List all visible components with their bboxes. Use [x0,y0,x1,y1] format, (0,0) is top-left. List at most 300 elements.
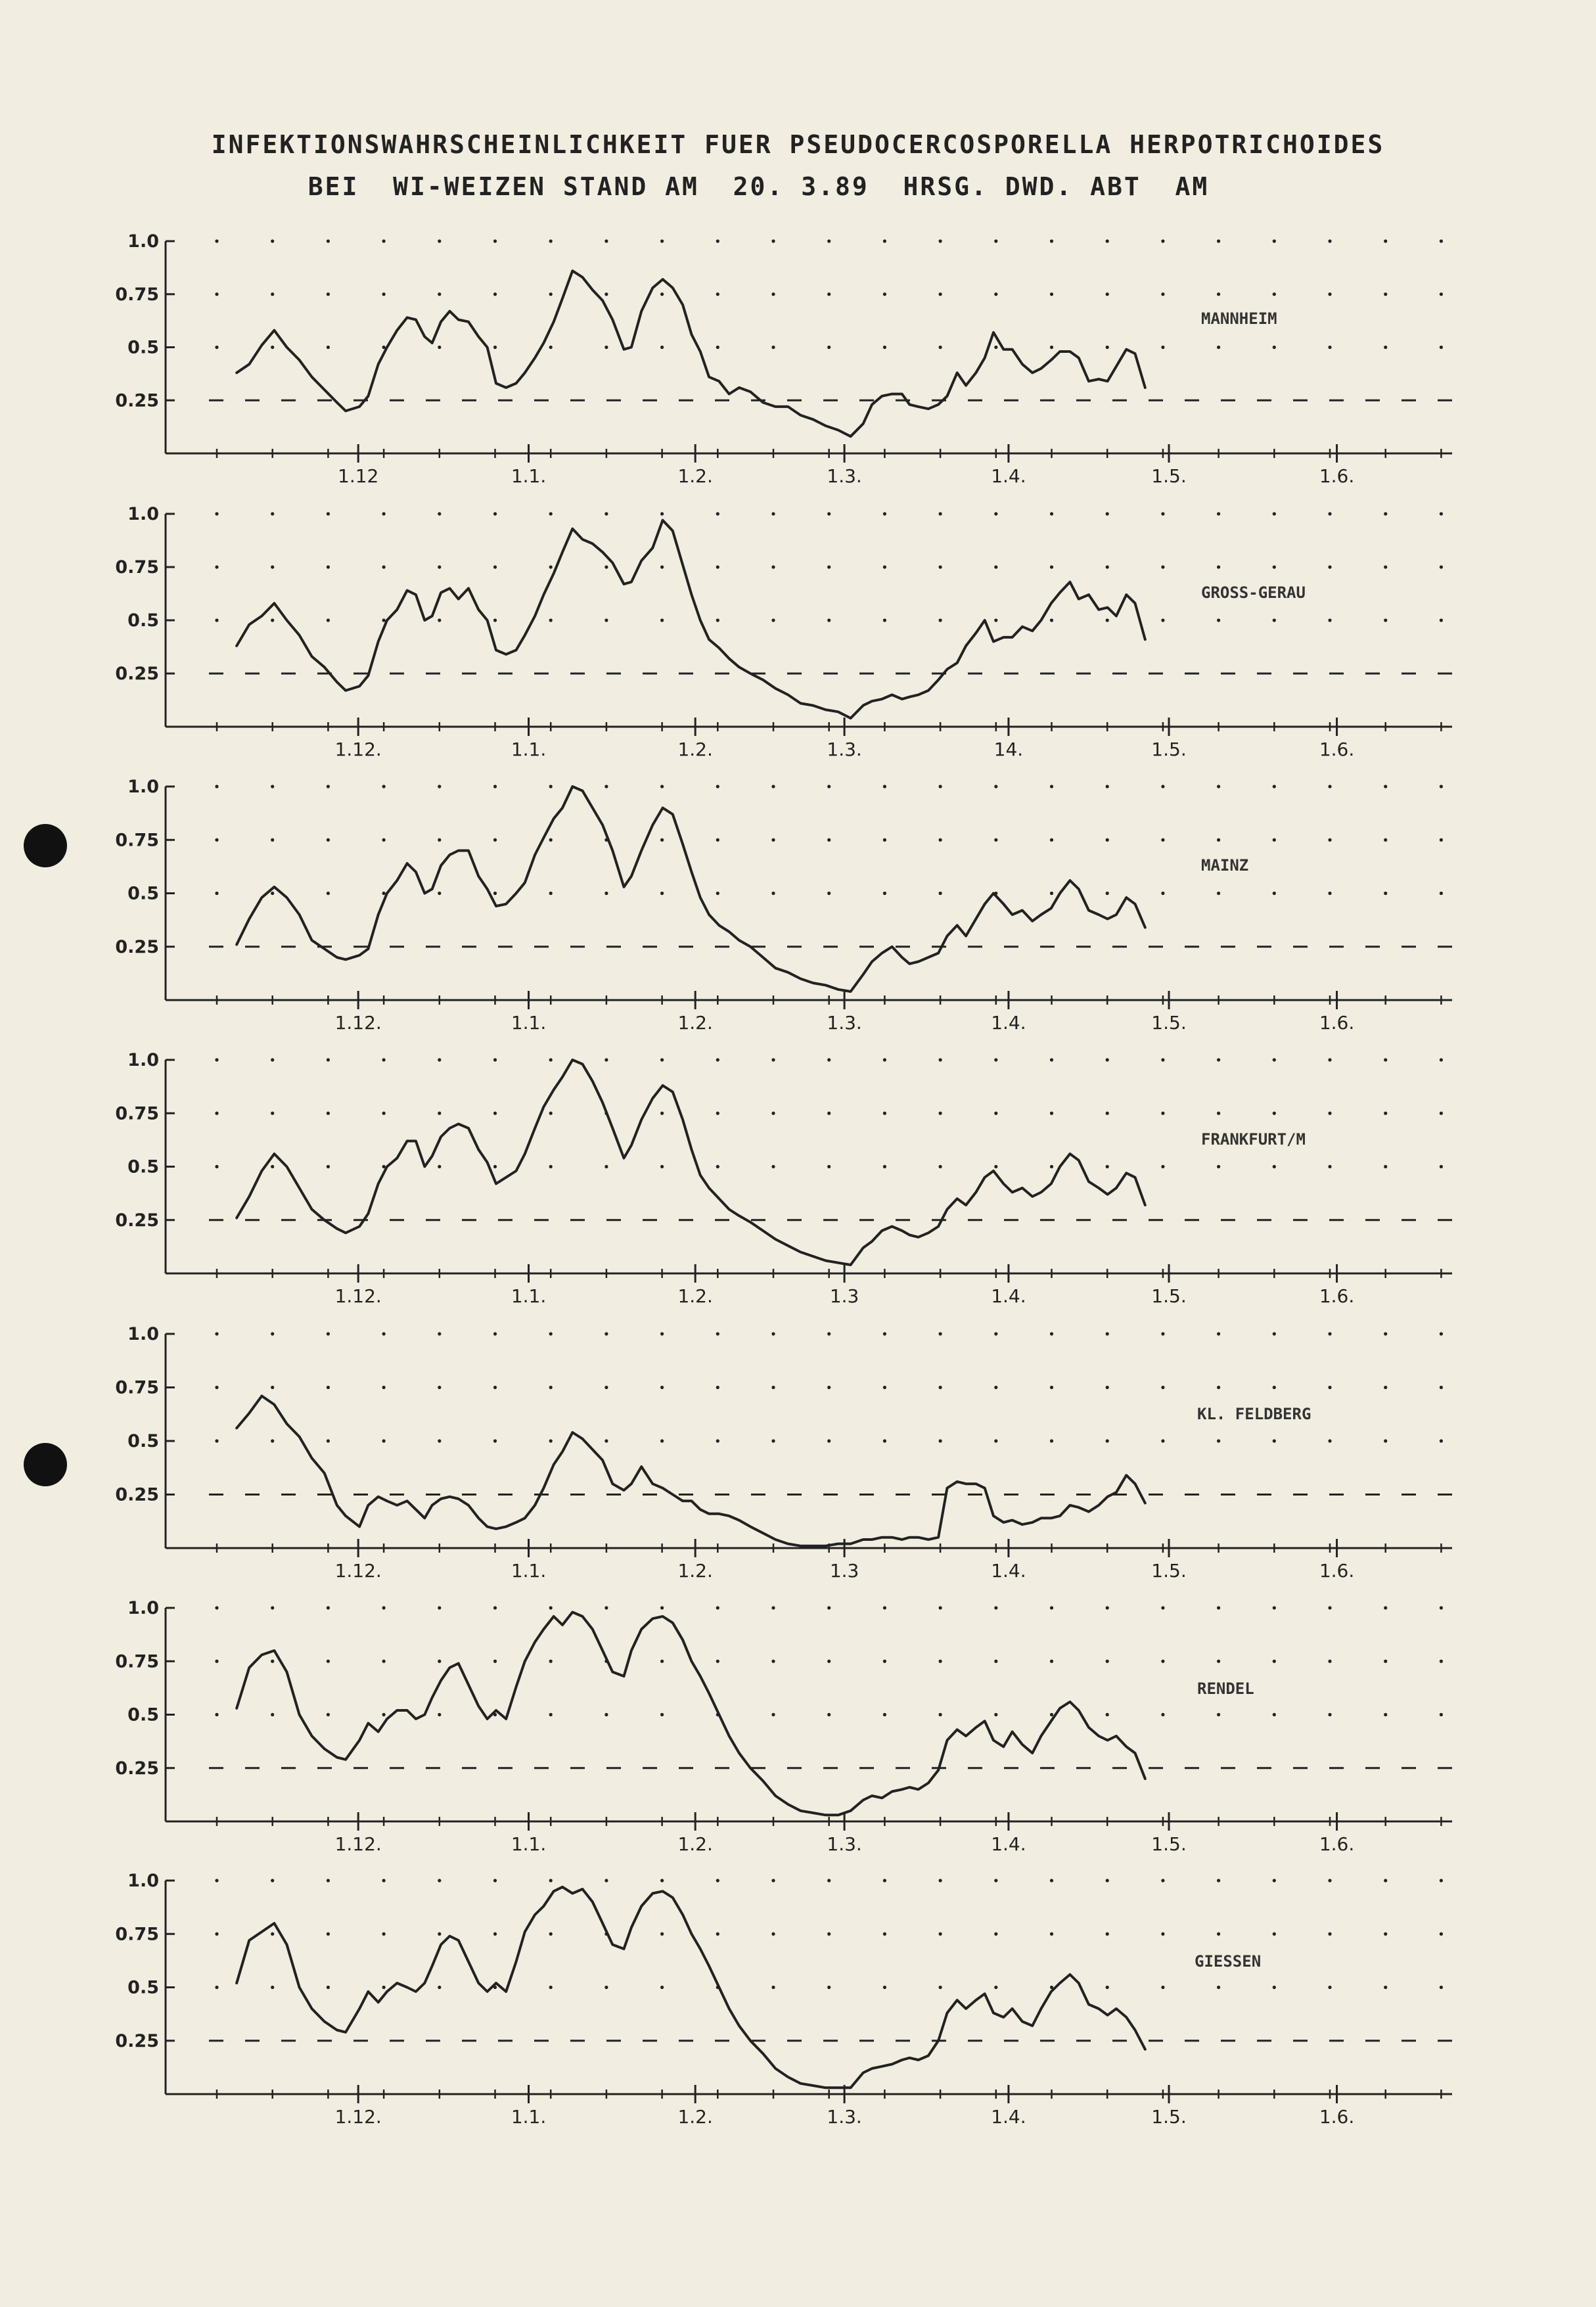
grid-dot [994,292,997,296]
grid-dot [1050,1879,1053,1882]
grid-dot [1273,1386,1276,1389]
grid-dot [1384,565,1387,568]
grid-dot [1384,1165,1387,1168]
x-tick-label: 1.12. [334,1285,382,1307]
grid-dot [1161,1606,1164,1609]
grid-dot [939,1932,942,1936]
grid-dot [271,1932,274,1936]
grid-dot [327,1386,330,1389]
grid-dot [382,565,386,568]
grid-dot [493,1112,497,1115]
station-label: MANNHEIM [1201,309,1277,328]
grid-dot [827,1165,831,1168]
grid-dot [1106,1439,1109,1442]
grid-dot [1161,1879,1164,1882]
grid-dot [1440,1606,1443,1609]
grid-dot [271,1386,274,1389]
grid-dot [1217,1439,1220,1442]
grid-dot [382,1932,386,1936]
grid-dot [939,239,942,242]
grid-dot [1217,292,1220,296]
grid-dot [1050,1332,1053,1335]
grid-dot [1217,1713,1220,1716]
grid-dot [1217,346,1220,349]
x-tick-label: 1.12 [338,465,379,487]
grid-dot [660,1165,664,1168]
grid-dot [438,1332,441,1335]
grid-dot [660,1932,664,1936]
grid-dot [1328,1986,1331,1989]
grid-dot [939,512,942,515]
grid-dot [1440,565,1443,568]
grid-dot [1106,1386,1109,1389]
grid-dot [994,239,997,242]
grid-dot [549,892,553,895]
grid-dot [660,892,664,895]
grid-dot [215,1332,218,1335]
grid-dot [438,1986,441,1989]
grid-dot [1217,1606,1220,1609]
grid-dot [1384,1112,1387,1115]
grid-dot [716,838,719,842]
grid-dot [1161,346,1164,349]
grid-dot [660,785,664,788]
grid-dot [1050,565,1053,568]
grid-dot [604,618,608,622]
grid-dot [549,1713,553,1716]
grid-dot [827,1932,831,1936]
grid-dot [716,565,719,568]
grid-dot [1273,1332,1276,1335]
grid-dot [382,1058,386,1061]
grid-dot [382,1439,386,1442]
grid-dot [1217,1112,1220,1115]
grid-dot [716,512,719,515]
grid-dot [549,1660,553,1663]
grid-dot [438,1606,441,1609]
grid-dot [1273,1058,1276,1061]
y-tick-label: 0.75 [115,1103,159,1124]
grid-dot [1106,565,1109,568]
grid-dot [215,618,218,622]
y-tick-label: 0.25 [115,1484,159,1505]
grid-dot [438,618,441,622]
grid-dot [327,292,330,296]
x-tick-label: 1.6. [1319,1012,1355,1034]
grid-dot [1161,1165,1164,1168]
y-tick-label: 0.75 [115,1377,159,1398]
x-tick-label: 1.2. [677,465,713,487]
grid-dot [1217,785,1220,788]
grid-dot [271,239,274,242]
x-tick-label: 1.6. [1319,1833,1355,1855]
grid-dot [660,838,664,842]
grid-dot [215,1932,218,1936]
grid-dot [549,346,553,349]
grid-dot [1440,1879,1443,1882]
grid-dot [1384,1332,1387,1335]
grid-dot [1273,1713,1276,1716]
grid-dot [215,512,218,515]
grid-dot [1217,1932,1220,1936]
grid-dot [493,1879,497,1882]
grid-dot [771,1986,775,1989]
grid-dot [271,565,274,568]
grid-dot [827,1660,831,1663]
grid-dot [883,892,886,895]
grid-dot [549,1932,553,1936]
grid-dot [382,618,386,622]
grid-dot [549,1112,553,1115]
grid-dot [1273,1606,1276,1609]
grid-dot [604,512,608,515]
grid-dot [994,838,997,842]
x-tick-label: 1.2. [677,1560,713,1582]
grid-dot [1161,1386,1164,1389]
grid-dot [939,1165,942,1168]
station-label: GROSS-GERAU [1201,583,1306,602]
grid-dot [1217,1165,1220,1168]
grid-dot [438,346,441,349]
grid-dot [939,565,942,568]
grid-dot [1161,892,1164,895]
grid-dot [1050,1932,1053,1936]
grid-dot [1106,346,1109,349]
grid-dot [1217,1986,1220,1989]
grid-dot [327,1660,330,1663]
series-line [237,271,1145,436]
grid-dot [660,1332,664,1335]
grid-dot [660,1112,664,1115]
grid-dot [549,1879,553,1882]
grid-dot [827,1713,831,1716]
grid-dot [493,785,497,788]
y-tick-label: 0.5 [127,337,159,358]
grid-dot [771,1606,775,1609]
grid-dot [827,565,831,568]
grid-dot [327,1112,330,1115]
grid-dot [382,785,386,788]
grid-dot [994,618,997,622]
grid-dot [716,1879,719,1882]
y-tick-label: 0.25 [115,390,159,411]
grid-dot [1161,1112,1164,1115]
grid-dot [771,239,775,242]
grid-dot [660,1879,664,1882]
grid-dot [660,1386,664,1389]
grid-dot [1328,1660,1331,1663]
grid-dot [271,618,274,622]
grid-dot [1273,785,1276,788]
grid-dot [1050,346,1053,349]
y-tick-label: 1.0 [127,1324,159,1344]
grid-dot [604,239,608,242]
grid-dot [438,1439,441,1442]
grid-dot [716,892,719,895]
grid-dot [549,1439,553,1442]
y-tick-label: 1.0 [127,1598,159,1618]
grid-dot [1161,239,1164,242]
grid-dot [1328,1713,1331,1716]
y-tick-label: 1.0 [127,231,159,252]
grid-dot [549,618,553,622]
grid-dot [1217,1332,1220,1335]
grid-dot [215,1606,218,1609]
x-tick-label: 1.5. [1151,1560,1187,1582]
grid-dot [1161,1439,1164,1442]
grid-dot [1328,512,1331,515]
grid-dot [1106,1332,1109,1335]
grid-dot [1384,1386,1387,1389]
grid-dot [660,565,664,568]
grid-dot [827,1439,831,1442]
grid-dot [215,1713,218,1716]
grid-dot [327,1713,330,1716]
grid-dot [604,1332,608,1335]
grid-dot [716,346,719,349]
y-tick-label: 0.75 [115,830,159,851]
grid-dot [660,1986,664,1989]
grid-dot [1384,346,1387,349]
grid-dot [438,1932,441,1936]
grid-dot [327,838,330,842]
grid-dot [1106,1660,1109,1663]
grid-dot [604,1986,608,1989]
y-tick-label: 0.75 [115,284,159,305]
grid-dot [1050,1439,1053,1442]
grid-dot [1161,785,1164,788]
grid-dot [438,1386,441,1389]
grid-dot [771,1713,775,1716]
series-line [237,787,1145,992]
grid-dot [1273,1112,1276,1115]
x-tick-label: 1.2. [677,2106,713,2128]
grid-dot [1273,838,1276,842]
grid-dot [1440,838,1443,842]
grid-dot [382,239,386,242]
grid-dot [771,346,775,349]
grid-dot [493,1439,497,1442]
y-tick-label: 1.0 [127,1050,159,1070]
x-tick-label: 1.1. [511,1833,547,1855]
chart-title-line-1: INFEKTIONSWAHRSCHEINLICHKEIT FUER PSEUDOCERCOSPORELLA HERPOTRICHOIDES [211,130,1385,159]
grid-dot [716,1439,719,1442]
grid-dot [438,892,441,895]
grid-dot [660,239,664,242]
x-tick-label: 1.2. [677,1012,713,1034]
grid-dot [771,292,775,296]
grid-dot [327,1879,330,1882]
grid-dot [382,1606,386,1609]
grid-dot [1384,1439,1387,1442]
grid-dot [271,1058,274,1061]
grid-dot [883,1058,886,1061]
grid-dot [604,1713,608,1716]
grid-dot [382,1879,386,1882]
grid-dot [1384,892,1387,895]
y-tick-label: 0.5 [127,1704,159,1725]
x-tick-label: 1.5. [1151,465,1187,487]
y-tick-label: 0.75 [115,557,159,578]
grid-dot [1384,292,1387,296]
grid-dot [1217,512,1220,515]
grid-dot [1106,1165,1109,1168]
y-tick-label: 0.5 [127,610,159,631]
grid-dot [994,1112,997,1115]
grid-dot [1328,565,1331,568]
grid-dot [493,1386,497,1389]
grid-dot [994,1058,997,1061]
grid-dot [883,346,886,349]
x-tick-label: 1.4. [991,2106,1026,2128]
grid-dot [327,512,330,515]
grid-dot [771,838,775,842]
grid-dot [382,1386,386,1389]
grid-dot [939,838,942,842]
grid-dot [1273,1439,1276,1442]
grid-dot [549,1165,553,1168]
grid-dot [1440,1713,1443,1716]
grid-dot [1106,292,1109,296]
grid-dot [327,1439,330,1442]
grid-dot [994,1660,997,1663]
grid-dot [493,838,497,842]
grid-dot [716,1332,719,1335]
grid-dot [271,1660,274,1663]
grid-dot [827,1386,831,1389]
grid-dot [382,1713,386,1716]
grid-dot [1440,1439,1443,1442]
grid-dot [1384,1986,1387,1989]
grid-dot [1217,1386,1220,1389]
grid-dot [939,1986,942,1989]
grid-dot [271,1165,274,1168]
grid-dot [1384,512,1387,515]
grid-dot [215,892,218,895]
grid-dot [939,292,942,296]
grid-dot [327,346,330,349]
x-tick-label: 1.6. [1319,465,1355,487]
grid-dot [994,1332,997,1335]
grid-dot [1217,892,1220,895]
grid-dot [327,618,330,622]
x-tick-label: 1.12. [334,739,382,760]
grid-dot [1328,1386,1331,1389]
grid-dot [1217,1660,1220,1663]
series-line [237,520,1145,718]
grid-dot [827,618,831,622]
grid-dot [438,1713,441,1716]
grid-dot [1161,512,1164,515]
x-tick-label: 1.3. [827,1833,862,1855]
grid-dot [382,292,386,296]
grid-dot [493,1660,497,1663]
grid-dot [215,1112,218,1115]
grid-dot [1384,785,1387,788]
grid-dot [271,892,274,895]
grid-dot [716,1386,719,1389]
grid-dot [271,346,274,349]
series-line [237,1612,1145,1816]
grid-dot [1161,1986,1164,1989]
grid-dot [327,1932,330,1936]
grid-dot [883,1713,886,1716]
grid-dot [1273,1660,1276,1663]
grid-dot [1440,512,1443,515]
grid-dot [1161,1332,1164,1335]
grid-dot [939,618,942,622]
grid-dot [771,785,775,788]
grid-dot [994,1439,997,1442]
grid-dot [271,1112,274,1115]
grid-dot [994,1713,997,1716]
grid-dot [604,565,608,568]
grid-dot [215,239,218,242]
grid-dot [939,1606,942,1609]
grid-dot [1217,239,1220,242]
x-tick-label: 1.4. [991,1285,1026,1307]
grid-dot [994,512,997,515]
x-tick-label: 1.3. [827,2106,862,2128]
grid-dot [771,1332,775,1335]
grid-dot [215,1165,218,1168]
x-tick-label: 1.6. [1319,1560,1355,1582]
grid-dot [604,292,608,296]
grid-dot [883,565,886,568]
grid-dot [1106,618,1109,622]
grid-dot [660,1660,664,1663]
x-tick-label: 1.4. [991,465,1026,487]
grid-dot [327,1986,330,1989]
x-tick-label: 1.5. [1151,1285,1187,1307]
x-tick-label: 1.12. [334,1012,382,1034]
grid-dot [1050,1112,1053,1115]
grid-dot [1384,1879,1387,1882]
grid-dot [382,512,386,515]
grid-dot [1440,1058,1443,1061]
grid-dot [493,1332,497,1335]
grid-dot [327,1058,330,1061]
grid-dot [883,1606,886,1609]
grid-dot [939,1332,942,1335]
grid-dot [438,565,441,568]
grid-dot [1106,1058,1109,1061]
x-tick-label: 1.4. [991,1012,1026,1034]
x-tick-label: 1.1. [511,1560,547,1582]
grid-dot [382,892,386,895]
x-tick-label: 1.6. [1319,1285,1355,1307]
grid-dot [1384,1932,1387,1936]
grid-dot [493,1606,497,1609]
grid-dot [771,1439,775,1442]
x-tick-label: 1.2. [677,1833,713,1855]
grid-dot [1161,1932,1164,1936]
grid-dot [1328,1879,1331,1882]
x-tick-label: 1.1. [511,465,547,487]
grid-dot [827,1058,831,1061]
grid-dot [549,565,553,568]
grid-dot [1273,892,1276,895]
grid-dot [271,1439,274,1442]
station-label: MAINZ [1201,856,1249,875]
grid-dot [827,346,831,349]
grid-dot [438,1165,441,1168]
grid-dot [493,1932,497,1936]
y-tick-label: 0.25 [115,1210,159,1231]
grid-dot [549,838,553,842]
grid-dot [327,1332,330,1335]
chart-title-line-2: BEI WI-WEIZEN STAND AM 20. 3.89 HRSG. DWD. ABT AM [308,172,1210,201]
